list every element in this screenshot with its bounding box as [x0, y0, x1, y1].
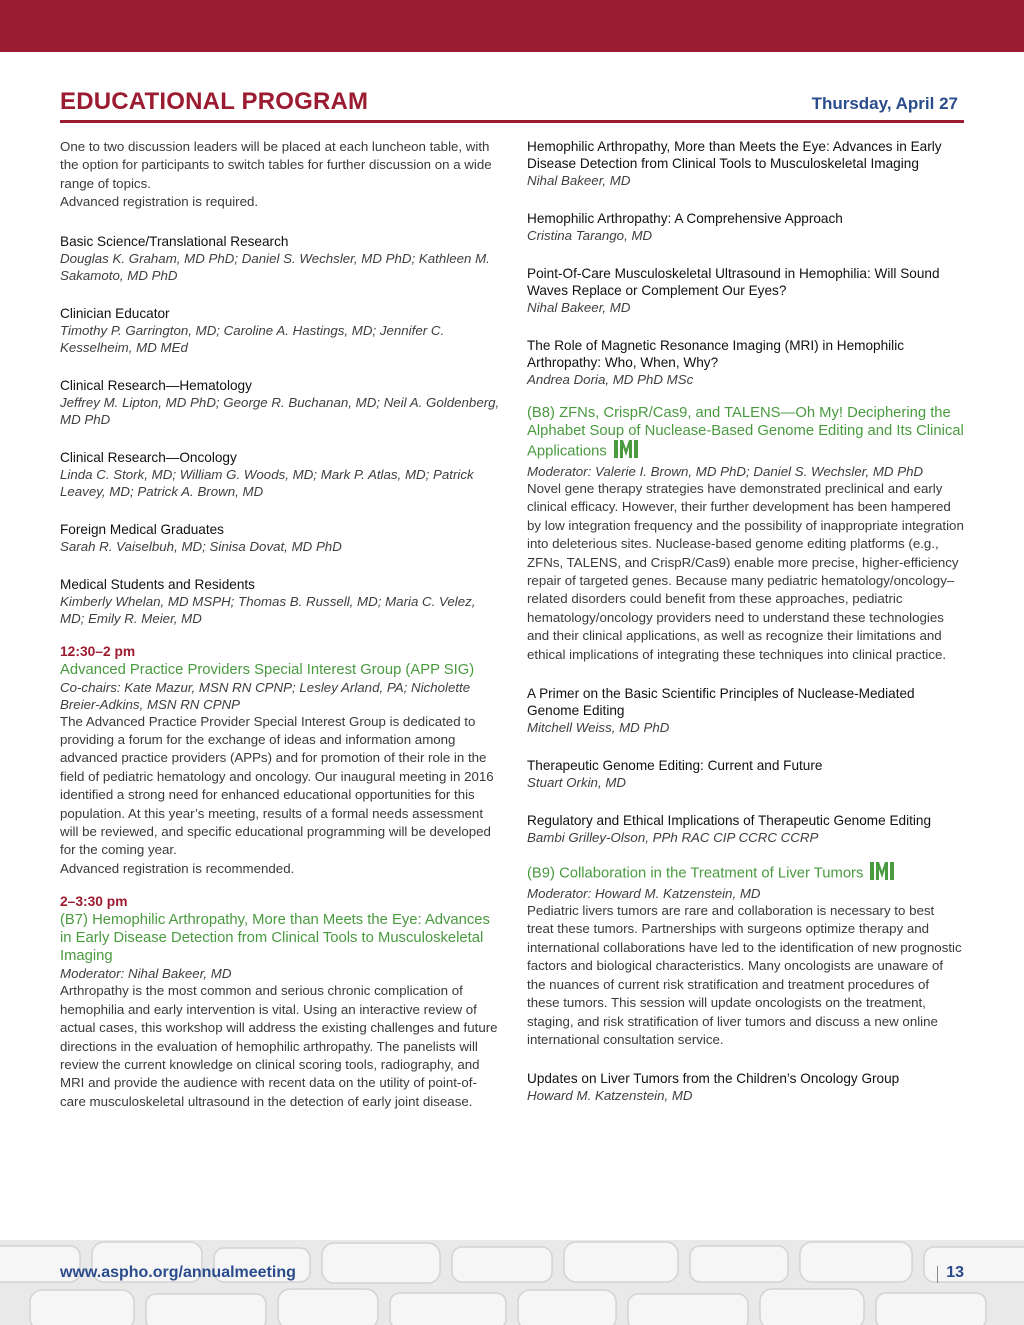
session-time: 12:30–2 pm: [60, 643, 136, 659]
table-topic: [60, 521, 500, 555]
table-topic-leaders: Jeffrey M. Lipton, MD PhD; George R. Buchanan, MD; Neil A. Goldenberg, MD PhD: [60, 394, 500, 427]
talk-title: A Primer on the Basic Scientific Principles of Nuclease-Mediated Genome Editing: [527, 686, 915, 719]
talk: [527, 685, 964, 736]
stone-texture-background: [0, 1240, 1024, 1325]
talk-title: Therapeutic Genome Editing: Current and Future: [527, 758, 823, 774]
table-topic: [60, 576, 500, 627]
talk-speaker: Mitchell Weiss, MD PhD: [527, 720, 670, 736]
talk-speaker: Howard M. Katzenstein, MD: [527, 1088, 693, 1104]
talk-speaker: Nihal Bakeer, MD: [527, 173, 631, 188]
session-cochairs: Co-chairs: Kate Mazur, MSN RN CPNP; Lesley Arland, PA; Nicholette Breier-Adkins, MSN RN CPNP: [60, 679, 471, 712]
table-topic-title: Clinical Research—Hematology: [60, 377, 252, 393]
talk: [527, 1070, 964, 1104]
talk-speaker: Nihal Bakeer, MD: [527, 300, 631, 315]
page-header: [60, 88, 964, 123]
table-topic-leaders: Douglas K. Graham, MD PhD; Daniel S. Wechsler, MD PhD; Kathleen M. Sakamoto, MD PhD: [60, 250, 490, 283]
table-topic-title: Clinical Research—Oncology: [60, 449, 237, 465]
talk: [527, 812, 964, 846]
table-topic: [60, 305, 500, 356]
page-title: EDUCATIONAL PROGRAM: [60, 88, 369, 115]
session-title-wrap: [527, 862, 964, 885]
session-time: 2–3:30 pm: [60, 894, 128, 910]
session-description: Novel gene therapy strategies have demonstrated preclinical and early clinical efficacy. However, their further development has been hampered by low integration frequency and the possibility of inappropriate integration into deleterious sites. Nuclease-based genome editing platforms (e.g., ZFNs, TALENS, and CrispR/Cas9) enable more precise, higher-efficiency repair of targeted genes. Because many pediatric hematology/oncology–related disorders could benefit from these approaches, pediatric hematology/oncology providers need to understand these technologies and their clinical applications, as well as recognize their limitations and ethical implications of integrating these techniques into clinical practice.: [527, 481, 964, 662]
table-topic-title: Clinician Educator: [60, 305, 170, 321]
intro-block: [60, 138, 500, 212]
session-moderator: Moderator: Howard M. Katzenstein, MD: [527, 886, 761, 902]
talk-title: Regulatory and Ethical Implications of Therapeutic Genome Editing: [527, 813, 932, 829]
talk-title: Hemophilic Arthropathy: A Comprehensive Approach: [527, 211, 843, 226]
b8-session: [527, 404, 964, 664]
session-title: (B9) Collaboration in the Treatment of Liver Tumors: [527, 865, 864, 882]
talk: [527, 337, 964, 388]
table-topic-leaders: Timothy P. Garrington, MD; Caroline A. Hastings, MD; Jennifer C. Kesselheim, MD MEd: [60, 322, 445, 355]
session-title: Advanced Practice Providers Special Interest Group (APP SIG): [60, 661, 475, 678]
top-color-band: [0, 0, 1024, 52]
moc-badge-icon: [613, 440, 639, 463]
talk-title: The Role of Magnetic Resonance Imaging (MRI) in Hemophilic Arthropathy: Who, When, Why?: [527, 338, 905, 370]
session-title-wrap: [527, 404, 964, 463]
session-description: The Advanced Practice Provider Special Interest Group is dedicated to providing a forum for the exchange of ideas and information among advanced practice providers (APPs) and for promotion of their role in the field of pediatric hematology and oncology. Our inaugural meeting in 2016 identified a strong need for enhanced educational opportunities for this population. At this year’s meeting, results of a formal needs assessment will be reviewed, and specific educational programming will be developed for the coming year.: [60, 713, 494, 858]
moc-badge-icon: [869, 862, 895, 885]
session-note: Advanced registration is recommended.: [60, 860, 295, 876]
talk-speaker: Bambi Grilley-Olson, PPh RAC CIP CCRC CCRP: [527, 830, 819, 846]
table-topic-leaders: Linda C. Stork, MD; William G. Woods, MD; Mark P. Atlas, MD; Patrick Leavey, MD; Patrick A. Brown, MD: [60, 466, 474, 499]
talk: [527, 210, 964, 244]
talk-title: Hemophilic Arthropathy, More than Meets the Eye: Advances in Early Disease Detection from Clinical Tools to Musculoskeletal Imaging: [527, 139, 942, 171]
talk-title: Updates on Liver Tumors from the Children’s Oncology Group: [527, 1071, 900, 1087]
page-footer: [0, 1240, 1024, 1325]
intro-text: One to two discussion leaders will be placed at each luncheon table, with the option for participants to switch tables for further discussion on a wide range of topics.: [60, 139, 492, 191]
intro-note: Advanced registration is required.: [60, 194, 259, 210]
table-topic: [60, 377, 500, 428]
table-topic-title: Foreign Medical Graduates: [60, 521, 224, 537]
table-topic-title: Medical Students and Residents: [60, 576, 255, 592]
session-description: Arthropathy is the most common and serious chronic complication of hemophilia and early intervention is vital. Using an interactive review of actual cases, this workshop will address the existing challenges and future directions in the evaluation of hemophilic arthropathy. The panelists will review the current knowledge on clinical scoring tools, radiography, and MRI and provide the audience with recent data on the utility of point-of-care musculoskeletal ultrasound in the detection of early joint disease.: [60, 983, 498, 1109]
table-topic: [60, 233, 500, 284]
talk: [527, 265, 964, 316]
table-topic-title: Basic Science/Translational Research: [60, 233, 289, 249]
talk-title: Point-Of-Care Musculoskeletal Ultrasound in Hemophilia: Will Sound Waves Replace or Complement Our Eyes?: [527, 266, 940, 298]
left-column: [60, 138, 500, 1111]
talk: [527, 138, 964, 189]
session-title: (B7) Hemophilic Arthropathy, More than Meets the Eye: Advances in Early Disease Detection from Clinical Tools to Musculoskeletal Imaging: [60, 912, 490, 965]
session-moderator: Moderator: Nihal Bakeer, MD: [60, 966, 232, 982]
table-topic-leaders: Kimberly Whelan, MD MSPH; Thomas B. Russell, MD; Maria C. Velez, MD; Emily R. Meier, MD: [60, 593, 476, 626]
talk-speaker: Andrea Doria, MD PhD MSc: [527, 372, 694, 387]
session-title: (B8) ZFNs, CrispR/Cas9, and TALENS—Oh My! Deciphering the Alphabet Soup of Nuclease-Based Genome Editing and Its Clinical Applications: [527, 405, 964, 460]
talk-speaker: Cristina Tarango, MD: [527, 228, 653, 243]
footer-divider: [937, 1266, 938, 1283]
table-topic-leaders: Sarah R. Vaiselbuh, MD; Sinisa Dovat, MD PhD: [60, 538, 342, 554]
table-topic: [60, 449, 500, 500]
talk-speaker: Stuart Orkin, MD: [527, 775, 627, 791]
footer-url[interactable]: www.aspho.org/annualmeeting: [60, 1264, 296, 1281]
page-date: Thursday, April 27: [811, 94, 958, 113]
b7-session: [60, 893, 500, 1111]
session-moderator: Moderator: Valerie I. Brown, MD PhD; Daniel S. Wechsler, MD PhD: [527, 464, 924, 479]
talk: [527, 757, 964, 791]
b9-session: [527, 862, 964, 1049]
session-description: Pediatric livers tumors are rare and collaboration is necessary to best treat these tumors. Partnerships with surgeons optimize therapy and international collaborations have led to the identification of new prognostic factors and biological characteristics. Many oncologists are unaware of the nuances of current risk stratification and treatment procedures of these tumors. This session will update oncologists on the treatment, staging, and risk stratification of liver tumors and discuss a new online international consultation service.: [527, 903, 962, 1047]
app-sig-session: [60, 643, 500, 879]
page-number: 13: [946, 1264, 964, 1281]
right-column: [527, 138, 964, 1125]
